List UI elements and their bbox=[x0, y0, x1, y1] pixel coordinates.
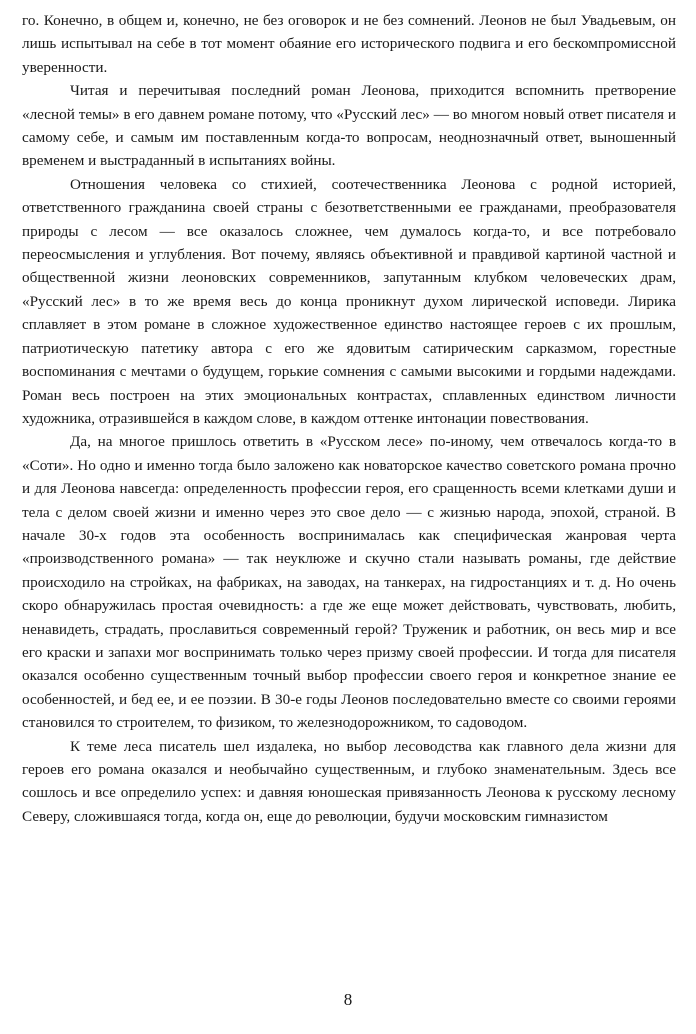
paragraph: Отношения человека со стихией, соотечественника Леонова с родной историей, ответственного гражданина своей страны с безответственными ее гражданами, преобразователя природы с лесом — все оказалось сложнее, чем думалось когда-то, и все потребовало переосмысления и углубления. Вот почему, являясь объективной и правдивой картиной частной и общественной жизни леоновских современников, запутанным клубком человеческих драм, «Русский лес» в то же время весь до конца проникнут духом лирической исповеди. Лирика сплавляет в этом романе в сложное художественное единство настоящее героев с их прошлым, патриотическую патетику автора с его же ядовитым сатирическим сарказмом, горестные воспоминания с мечтами о будущем, горькие сомнения с самыми высокими и гордыми надеждами. Роман весь построен на этих эмоциональных контрастах, сплавленных единством личности художника, отразившейся в каждом слове, в каждом оттенке интонации повествования. bbox=[22, 175, 676, 427]
body-text bbox=[22, 9, 676, 828]
paragraph-continuation: го. Конечно, в общем и, конечно, не без оговорок и не без сомнений. Леонов не был Увадьевым, он лишь испытывал на себе в тот момент обаяние его исторического подвига и его бескомпромиссной уверенности. bbox=[22, 12, 676, 76]
page-number: 8 bbox=[343, 990, 353, 1009]
paragraph: Да, на многое пришлось ответить в «Русском лесе» по-иному, чем отвечалось когда-то в «Соти». Но одно и именно тогда было заложено как новаторское качество советского романа прочно и для Леонова навсегда: определенность профессии героя, его сращенность всеми клетками души и тела с делом своей жизни и именно через это свое дело — с жизнью народа, эпохой, страной. В начале 30-х годов эта особенность воспринималась как специфическая жанровая черта «производственного романа» — так неуклюже и скучно стали называть романы, где действие происходило на стройках, на фабриках, на заводах, на танкерах, на гидростанциях и т. д. Но очень скоро обнаружилась простая очевидность: а где же еще может действовать, чувствовать, любить, ненавидеть, страдать, прославиться современный герой? Труженик и работник, он весь мир и все его краски и запахи мог воспринимать только через призму своей профессии. И тогда для писателя оказался особенно существенным точный выбор профессии своего героя и конкретное знание ее особенностей, и бед ее, и ее поэзии. В 30-е годы Леонов последовательно вместе со своими героями становился то строителем, то физиком, то железнодорожником, то садоводом. bbox=[22, 433, 676, 732]
paragraph: К теме леса писатель шел издалека, но выбор лесоводства как главного дела жизни для героев его романа оказался и необычайно существенным, и глубоко знаменательным. Здесь все сошлось и все определило успех: и давняя юношеская привязанность Леонова к русскому лесному Северу, сложившаяся тогда, когда он, еще до революции, будучи московским гимназистом bbox=[22, 737, 676, 825]
paragraph: Читая и перечитывая последний роман Леонова, приходится вспомнить претворение «лесной темы» в его давнем романе потому, что «Русский лес» — во многом новый ответ писателя и самому себе, и самым им поставленным когда-то вопросам, неоднозначный ответ, выношенный временем и выстраданный в испытаниях войны. bbox=[22, 82, 676, 170]
